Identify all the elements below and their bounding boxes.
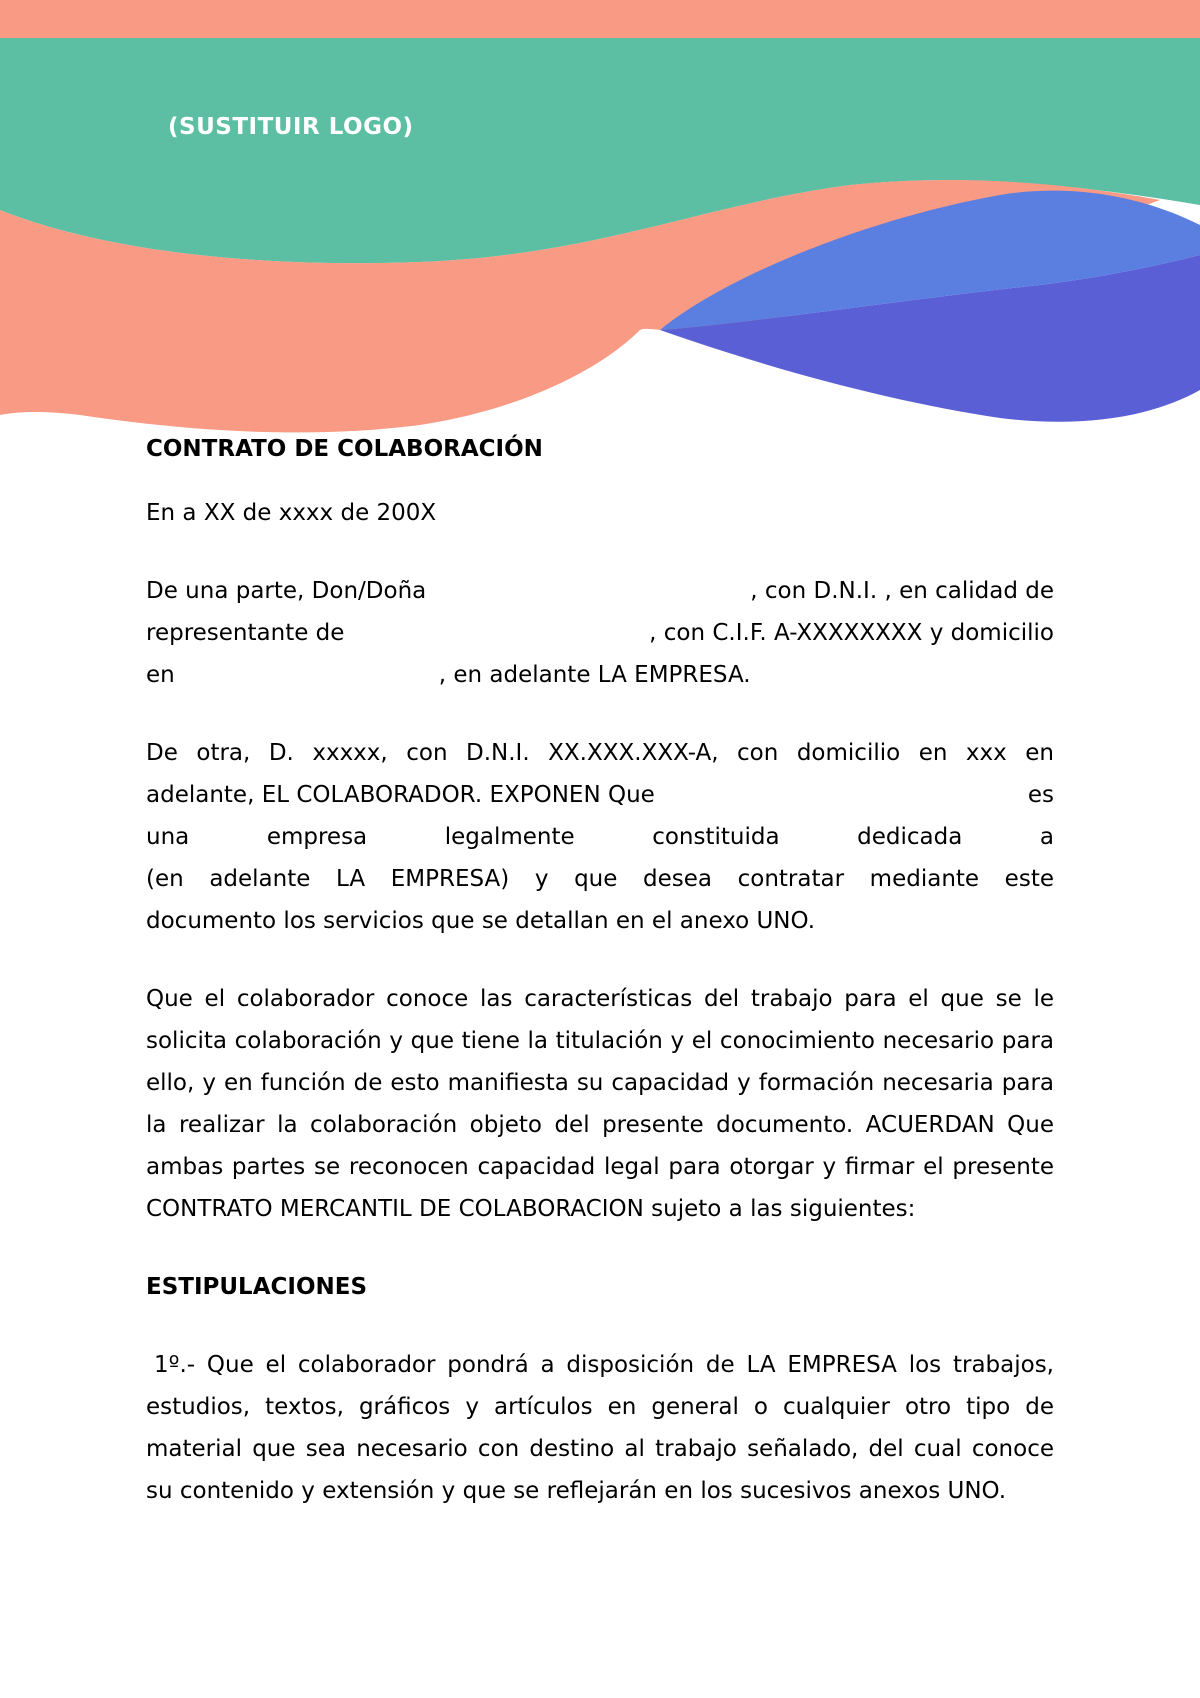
party-two-text: es	[1027, 782, 1054, 808]
party-one-text: en	[146, 662, 175, 688]
party-one-paragraph	[146, 570, 1054, 696]
party-two-text: adelante, EL COLABORADOR. EXPONEN Que	[146, 782, 655, 808]
party-two-line-4: (en adelante LA EMPRESA) y que desea contratar mediante este	[146, 866, 1054, 892]
party-two-paragraph	[146, 732, 1054, 942]
party-one-text: , con C.I.F. A-XXXXXXXX y domicilio	[649, 620, 1054, 646]
contract-body	[146, 428, 1054, 1512]
party-one-text: representante de	[146, 620, 345, 646]
document-title: CONTRATO DE COLABORACIÓN	[146, 436, 543, 462]
party-two-line-5: documento los servicios que se detallan en el anexo UNO.	[146, 908, 815, 934]
clause-one: 1º.- Que el colaborador pondrá a disposición de LA EMPRESA los trabajos, estudios, textos, gráficos y artículos en general o cualquier otro tipo de material que sea necesario con destino al trabajo señalado, del cual conoce su contenido y extensión y que se reflejarán en los sucesivos anexos UNO.	[146, 1352, 1054, 1504]
party-one-text: , con D.N.I. , en calidad de	[750, 578, 1054, 604]
party-one-line-1	[146, 570, 1054, 612]
party-two-line-2	[146, 774, 1054, 816]
party-two-line-1: De otra, D. xxxxx, con D.N.I. XX.XXX.XXX-A, con domicilio en xxx en	[146, 740, 1054, 766]
paragraph-three: Que el colaborador conoce las características del trabajo para el que se le solicita colaboración y que tiene la titulación y el conocimiento necesario para ello, y en función de esto manifiesta su capacidad y formación necesaria para la realizar la colaboración objeto del presente documento. ACUERDAN Que ambas partes se reconocen capacidad legal para otorgar y firmar el presente CONTRATO MERCANTIL DE COLABORACION sujeto a las siguientes:	[146, 986, 1054, 1222]
header-decoration	[0, 0, 1200, 440]
party-one-text: De una parte, Don/Doña	[146, 578, 427, 604]
section-heading: ESTIPULACIONES	[146, 1274, 368, 1300]
party-one-text: , en adelante LA EMPRESA.	[438, 662, 751, 688]
party-one-line-2	[146, 612, 1054, 654]
party-two-line-3: una empresa legalmente constituida dedicada a	[146, 824, 1054, 850]
date-line: En a XX de xxxx de 200X	[146, 500, 437, 526]
party-one-line-3	[146, 654, 1054, 696]
logo-placeholder: (SUSTITUIR LOGO)	[168, 114, 414, 140]
